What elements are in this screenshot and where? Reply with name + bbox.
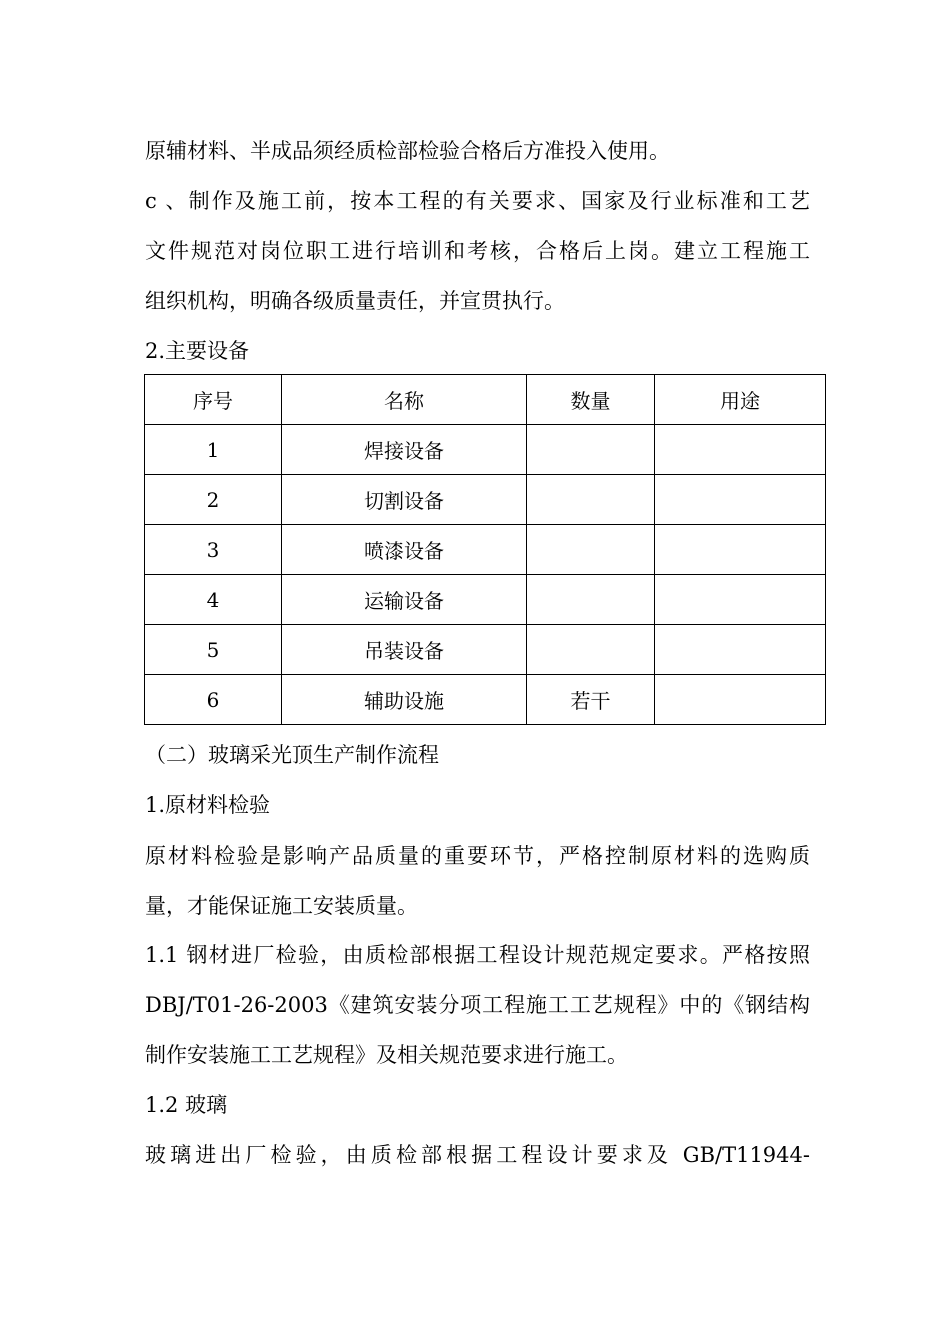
cell-quantity: [527, 525, 655, 575]
paragraph-line: 量，才能保证施工安装质量。: [145, 894, 418, 918]
cell-quantity: [527, 475, 655, 525]
cell-name: 焊接设备: [282, 425, 527, 475]
table-row: [145, 575, 826, 625]
cell-quantity: [527, 625, 655, 675]
cell-purpose: [655, 425, 826, 475]
table-row: [145, 675, 826, 725]
cell-purpose: [655, 475, 826, 525]
paragraph-line: c 、制作及施工前，按本工程的有关要求、国家及行业标准和工艺: [145, 189, 810, 213]
paragraph-line: 原辅材料、半成品须经质检部检验合格后方准投入使用。: [145, 139, 670, 163]
header-cell-quantity: 数量: [527, 375, 655, 425]
header-cell-index: 序号: [145, 375, 282, 425]
paragraph-line: 组织机构，明确各级质量责任，并宣贯执行。: [145, 289, 565, 313]
cell-name: 运输设备: [282, 575, 527, 625]
cell-index: 2: [145, 475, 282, 525]
section-heading-glass: 1.2 玻璃: [145, 1093, 228, 1117]
cell-name: 喷漆设备: [282, 525, 527, 575]
cell-name: 辅助设施: [282, 675, 527, 725]
section-heading-raw-material: 1.原材料检验: [145, 793, 271, 817]
cell-quantity: [527, 575, 655, 625]
paragraph-line: 1.1 钢材进厂检验，由质检部根据工程设计规范规定要求。严格按照: [145, 943, 810, 967]
cell-index: 6: [145, 675, 282, 725]
section-heading-glass-roof-process: （二）玻璃采光顶生产制作流程: [145, 743, 439, 767]
paragraph-line: 原材料检验是影响产品质量的重要环节，严格控制原材料的选购质: [145, 844, 810, 868]
cell-index: 4: [145, 575, 282, 625]
cell-purpose: [655, 575, 826, 625]
table-header-row: [145, 375, 826, 425]
header-cell-purpose: 用途: [655, 375, 826, 425]
section-heading-equipment: 2.主要设备: [145, 339, 250, 363]
header-cell-name: 名称: [282, 375, 527, 425]
cell-quantity: 若干: [527, 675, 655, 725]
cell-name: 吊装设备: [282, 625, 527, 675]
table-row: [145, 625, 826, 675]
cell-index: 1: [145, 425, 282, 475]
cell-purpose: [655, 675, 826, 725]
cell-quantity: [527, 425, 655, 475]
paragraph-line: 玻璃进出厂检验，由质检部根据工程设计要求及 GB/T11944-: [145, 1143, 810, 1167]
cell-purpose: [655, 625, 826, 675]
cell-index: 3: [145, 525, 282, 575]
table-row: [145, 525, 826, 575]
cell-name: 切割设备: [282, 475, 527, 525]
paragraph-line: DBJ/T01-26-2003《建筑安装分项工程施工工艺规程》中的《钢结构: [145, 993, 810, 1017]
paragraph-line: 制作安装施工工艺规程》及相关规范要求进行施工。: [145, 1043, 628, 1067]
table-row: [145, 425, 826, 475]
equipment-table: [144, 374, 826, 725]
table-row: [145, 475, 826, 525]
paragraph-line: 文件规范对岗位职工进行培训和考核，合格后上岗。建立工程施工: [145, 239, 810, 263]
cell-index: 5: [145, 625, 282, 675]
cell-purpose: [655, 525, 826, 575]
